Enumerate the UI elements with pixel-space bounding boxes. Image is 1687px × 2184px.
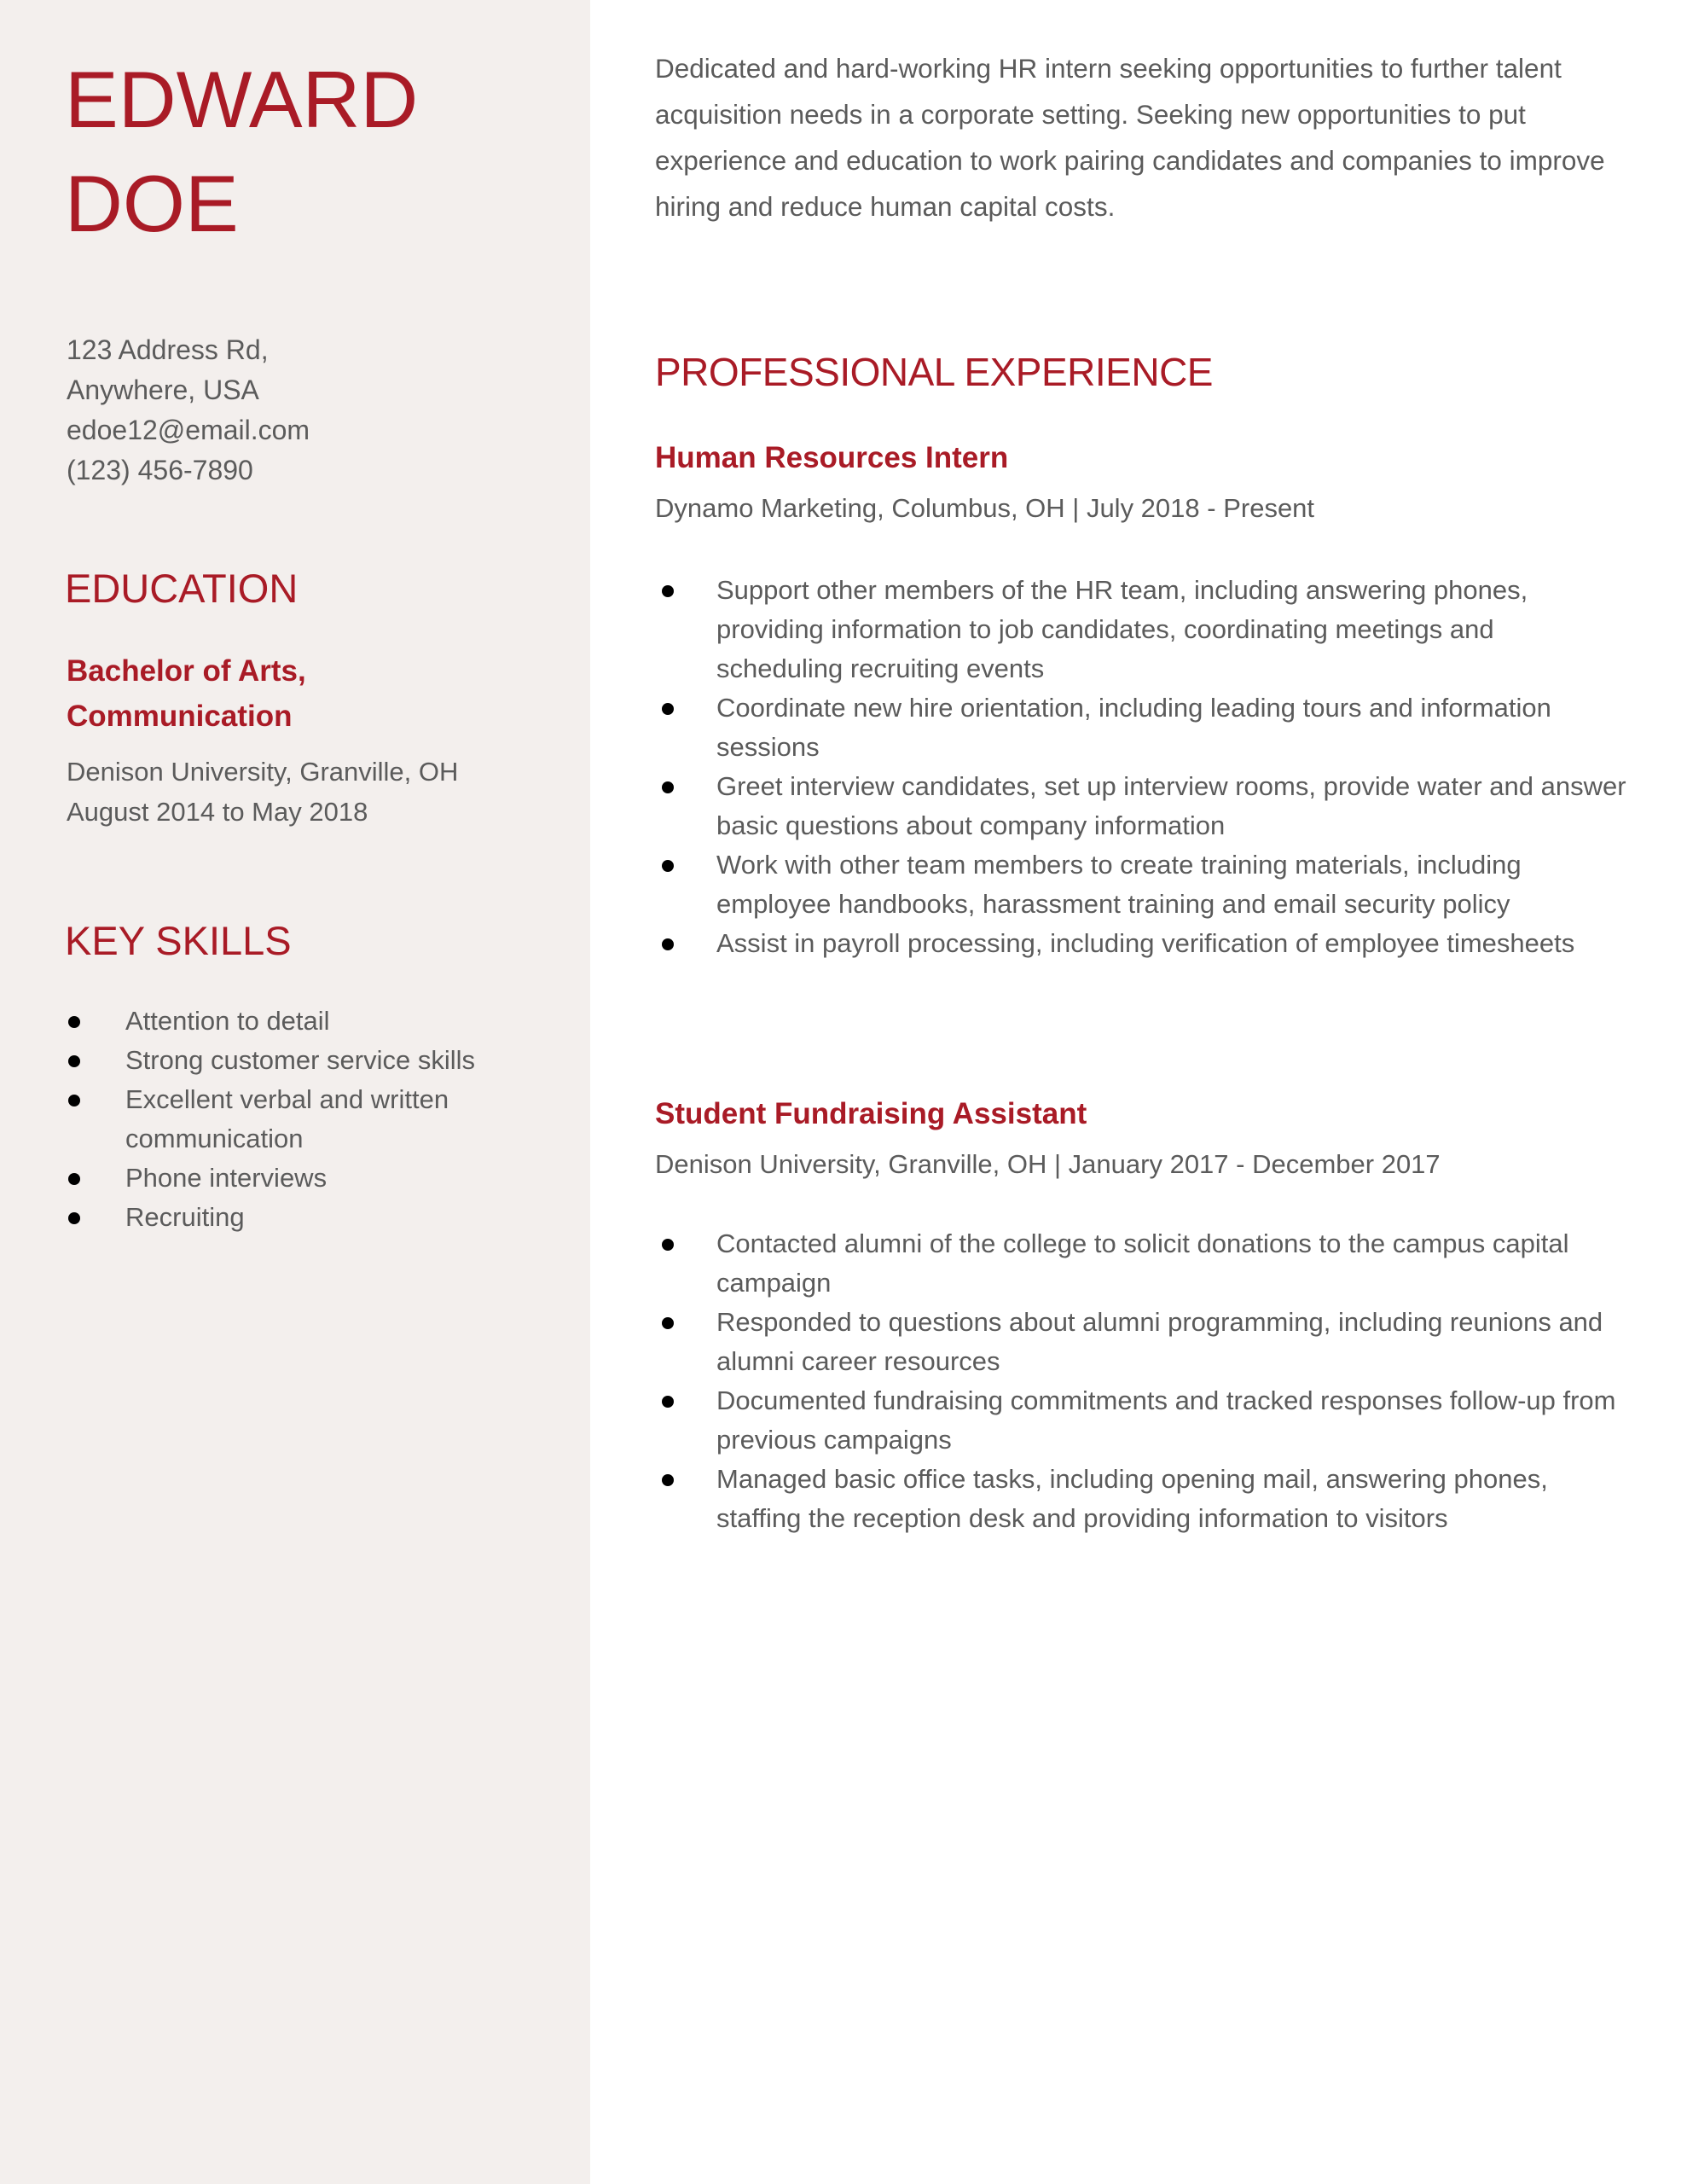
bullet-text: Documented fundraising commitments and tracked responses follow-up from previous campaigns: [716, 1385, 1616, 1455]
bullet-icon: [662, 703, 674, 715]
job-bullet-item: [655, 1224, 1627, 1303]
job-bullet-item: [655, 767, 1627, 845]
job-meta: Dynamo Marketing, Columbus, OH | July 2018 - Present: [655, 493, 1315, 523]
bullet-text: Support other members of the HR team, including answering phones, providing information to job candidates, coordinating meetings and scheduling recruiting events: [716, 575, 1528, 683]
skill-item: [60, 1041, 571, 1080]
bullet-icon: [662, 1474, 674, 1486]
skill-item: [60, 1198, 571, 1237]
job-bullet-item: [655, 845, 1627, 924]
bullet-text: Contacted alumni of the college to solicit donations to the campus capital campaign: [716, 1228, 1569, 1298]
education-heading: EDUCATION: [65, 566, 299, 611]
skills-list: [60, 1002, 571, 1237]
education-dates: August 2014 to May 2018: [67, 797, 368, 827]
bullet-icon: [662, 938, 674, 950]
bullet-icon: [662, 1396, 674, 1408]
job-bullet-item: [655, 688, 1627, 767]
job-bullet-item: [655, 1303, 1627, 1381]
address-line-2: Anywhere, USA: [67, 375, 259, 405]
job-title: Human Resources Intern: [655, 441, 1009, 474]
degree-line-1: Bachelor of Arts,: [67, 654, 306, 688]
professional-summary: Dedicated and hard-working HR intern seeking opportunities to further talent acquisition needs in a corporate setting. Seeking new opportunities to put experience and education to work pairing candidates and companies to improve hiring and reduce human capital costs.: [655, 53, 1605, 222]
bullet-text: Assist in payroll processing, including verification of employee timesheets: [716, 928, 1575, 958]
degree: [67, 648, 306, 739]
bullet-icon: [662, 860, 674, 872]
skill-label: Attention to detail: [125, 1006, 330, 1036]
skill-label: Recruiting: [125, 1202, 245, 1232]
skill-item: [60, 1002, 571, 1041]
skill-label: Phone interviews: [125, 1163, 328, 1193]
candidate-name: [65, 48, 418, 256]
bullet-icon: [68, 1095, 80, 1107]
main-content: [590, 0, 1687, 2184]
phone: (123) 456-7890: [67, 455, 253, 485]
sidebar: [0, 0, 590, 2184]
job-bullets: [655, 571, 1627, 963]
education-details: [67, 752, 458, 832]
bullet-icon: [68, 1212, 80, 1224]
bullet-text: Responded to questions about alumni programming, including reunions and alumni career resources: [716, 1307, 1603, 1376]
skills-heading: KEY SKILLS: [65, 918, 292, 963]
job-bullet-item: [655, 1460, 1627, 1538]
job-title: Student Fundraising Assistant: [655, 1097, 1087, 1130]
experience-heading: PROFESSIONAL EXPERIENCE: [655, 350, 1213, 394]
email: edoe12@email.com: [67, 415, 310, 445]
bullet-text: Greet interview candidates, set up interview rooms, provide water and answer basic questions about company information: [716, 771, 1626, 840]
job-bullet-item: [655, 924, 1627, 963]
bullet-icon: [68, 1173, 80, 1185]
bullet-icon: [662, 781, 674, 793]
bullet-icon: [68, 1016, 80, 1028]
bullet-icon: [662, 1317, 674, 1329]
contact-info: [67, 330, 310, 491]
job-meta: Denison University, Granville, OH | January 2017 - December 2017: [655, 1149, 1441, 1179]
school: Denison University, Granville, OH: [67, 757, 459, 787]
job-bullet-item: [655, 571, 1627, 688]
bullet-icon: [662, 585, 674, 597]
bullet-text: Work with other team members to create training materials, including employee handbooks, harassment training and email security policy: [716, 850, 1522, 919]
job-bullets: [655, 1224, 1627, 1538]
address-line-1: 123 Address Rd,: [67, 334, 269, 365]
last-name: DOE: [65, 159, 239, 248]
bullet-text: Managed basic office tasks, including opening mail, answering phones, staffing the reception desk and providing information to visitors: [716, 1464, 1548, 1533]
bullet-icon: [662, 1239, 674, 1251]
skill-item: [60, 1159, 571, 1198]
skill-label: Excellent verbal and written communication: [125, 1084, 449, 1153]
job-bullet-item: [655, 1381, 1627, 1460]
bullet-text: Coordinate new hire orientation, including leading tours and information sessions: [716, 693, 1551, 762]
first-name: EDWARD: [65, 55, 419, 144]
degree-line-2: Communication: [67, 700, 293, 733]
skill-item: [60, 1080, 571, 1159]
skill-label: Strong customer service skills: [125, 1045, 476, 1075]
bullet-icon: [68, 1055, 80, 1067]
